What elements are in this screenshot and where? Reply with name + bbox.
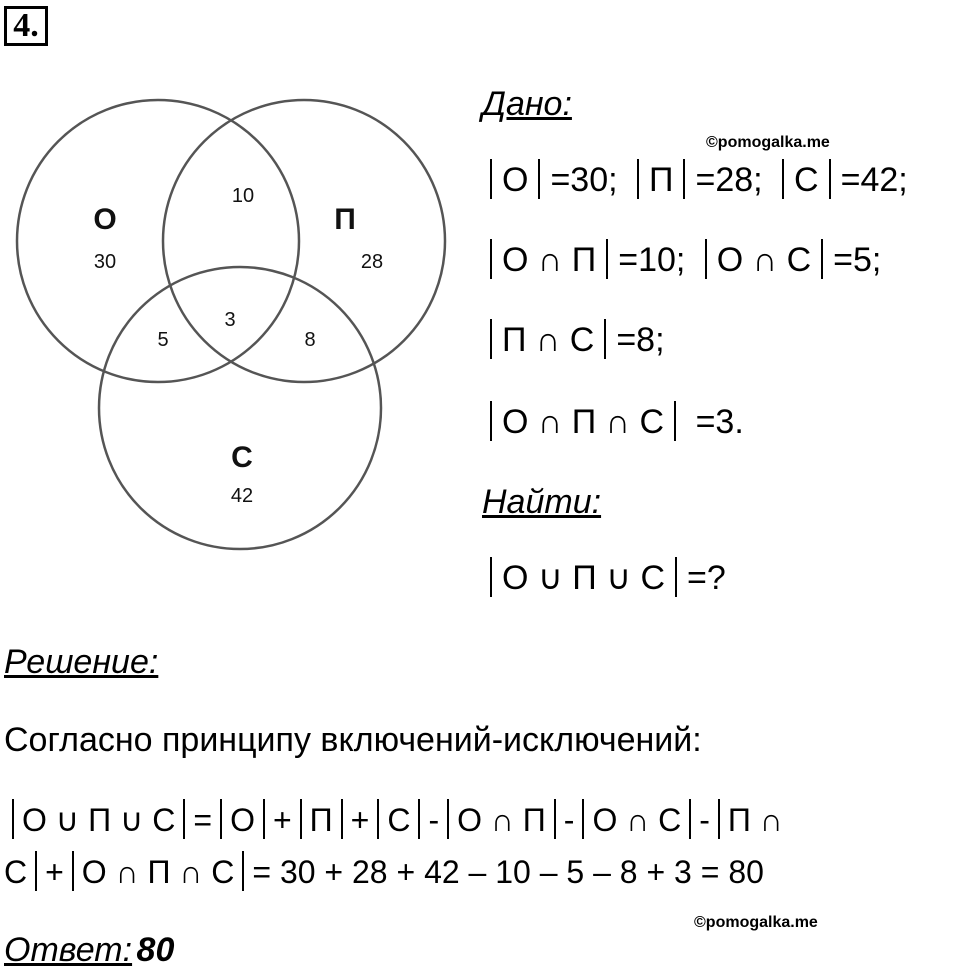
principle-text: Согласно принципу включений-исключений: xyxy=(4,721,702,759)
region-op: 10 xyxy=(231,185,255,207)
set-o-value: 30 xyxy=(93,251,117,273)
set-c-label: С xyxy=(231,441,253,474)
given-heading: Дано: xyxy=(482,85,572,123)
given-line-2: О ∩ П =10; О ∩ С =5; xyxy=(482,238,881,282)
answer-line xyxy=(4,928,174,979)
task-number: 4. xyxy=(4,6,48,46)
set-p-label: П xyxy=(334,203,356,236)
answer-label: Ответ: xyxy=(4,931,133,969)
set-o-label: О xyxy=(93,203,117,236)
venn-diagram xyxy=(0,70,460,560)
region-opc: 3 xyxy=(224,309,236,331)
region-pc: 8 xyxy=(304,329,316,351)
watermark-bottom: ©pomogalka.me xyxy=(694,914,818,931)
set-p-value: 28 xyxy=(360,251,384,273)
find-heading: Найти: xyxy=(482,483,602,521)
region-oc: 5 xyxy=(157,329,169,351)
find-line: О ∪ П ∪ С =? xyxy=(482,556,726,600)
given-line-4: О ∩ П ∩ С =3. xyxy=(482,400,744,444)
formula-line-1: О ∪ П ∪ С = О + П + С - О ∩ П - О ∩ С - П ∩ xyxy=(4,798,783,842)
given-line-1: О =30; П =28; С =42; xyxy=(482,158,908,202)
watermark-top: ©pomogalka.me xyxy=(706,134,830,151)
given-line-3: П ∩ С =8; xyxy=(482,318,665,362)
solution-heading: Решение: xyxy=(4,643,159,681)
set-c-value: 42 xyxy=(230,485,254,507)
answer-value: 80 xyxy=(136,931,175,969)
formula-line-2: С + О ∩ П ∩ С = 30 + 28 + 42 – 10 – 5 – 8 + 3 = 80 xyxy=(4,850,764,894)
